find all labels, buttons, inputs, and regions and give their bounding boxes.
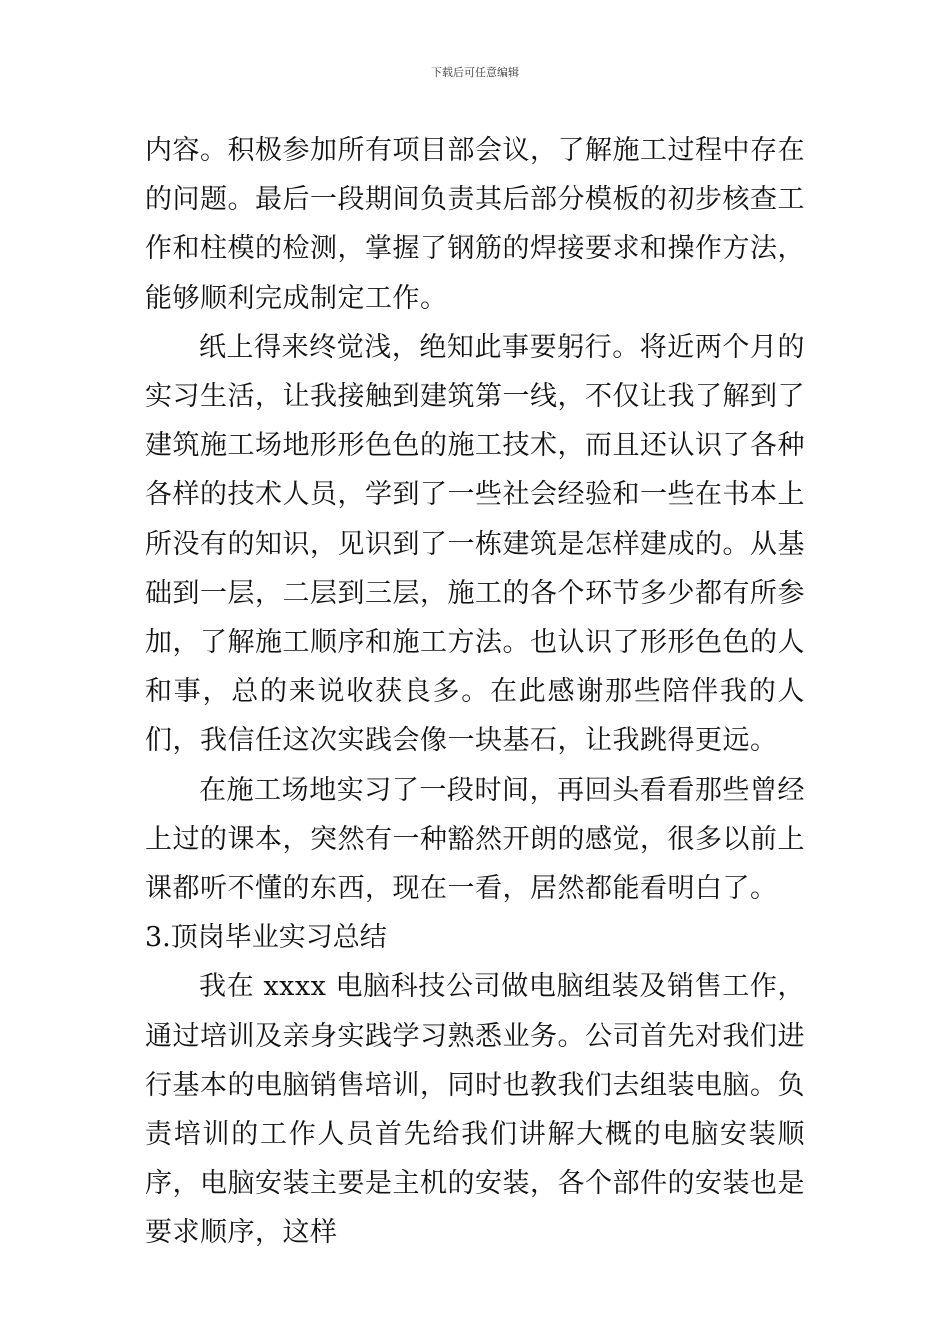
paragraph-reflection: 纸上得来终觉浅，绝知此事要躬行。将近两个月的实习生活，让我接触到建筑第一线，不仅让我了解到了建筑施工场地形形色色的施工技术，而且还认识了各种各样的技术人员，学到了一些社会经验和一些在书本上所没有的知识，见识到了一栋建筑是怎样建成的。从基础到一层，二层到三层，施工的各个环节多少都有所参加，了解施工顺序和施工方法。也认识了形形色色的人和事，总的来说收获良多。在此感谢那些陪伴我的人们，我信任这次实践会像一块基石，让我跳得更远。: [145, 331, 805, 757]
paragraph-internship-summary: 我在 xxxx 电脑科技公司做电脑组装及销售工作，通过培训及亲身实践学习熟悉业务。公司首先对我们进行基本的电脑销售培训，同时也教我们去组装电脑。负责培训的工作人员首先给我们讲解大概的电脑安装顺序，电脑安装主要是主机的安装，各个部件的安装也是要求顺序，这样: [145, 971, 805, 1249]
document-body: [145, 126, 805, 1258]
paragraph-continuation: 内容。积极参加所有项目部会议，了解施工过程中存在的问题。最后一段期间负责其后部分模板的初步核查工作和柱模的检测，掌握了钢筋的焊接要求和操作方法，能够顺利完成制定工作。: [145, 135, 805, 314]
page-header: 下载后可任意编辑: [431, 66, 519, 79]
section-heading: 3.顶岗毕业实习总结: [145, 922, 387, 954]
paragraph-textbook: 在施工场地实习了一段时间，再回头看看那些曾经上过的课本，突然有一种豁然开朗的感觉，很多以前上课都听不懂的东西，现在一看，居然都能看明白了。: [145, 774, 805, 905]
